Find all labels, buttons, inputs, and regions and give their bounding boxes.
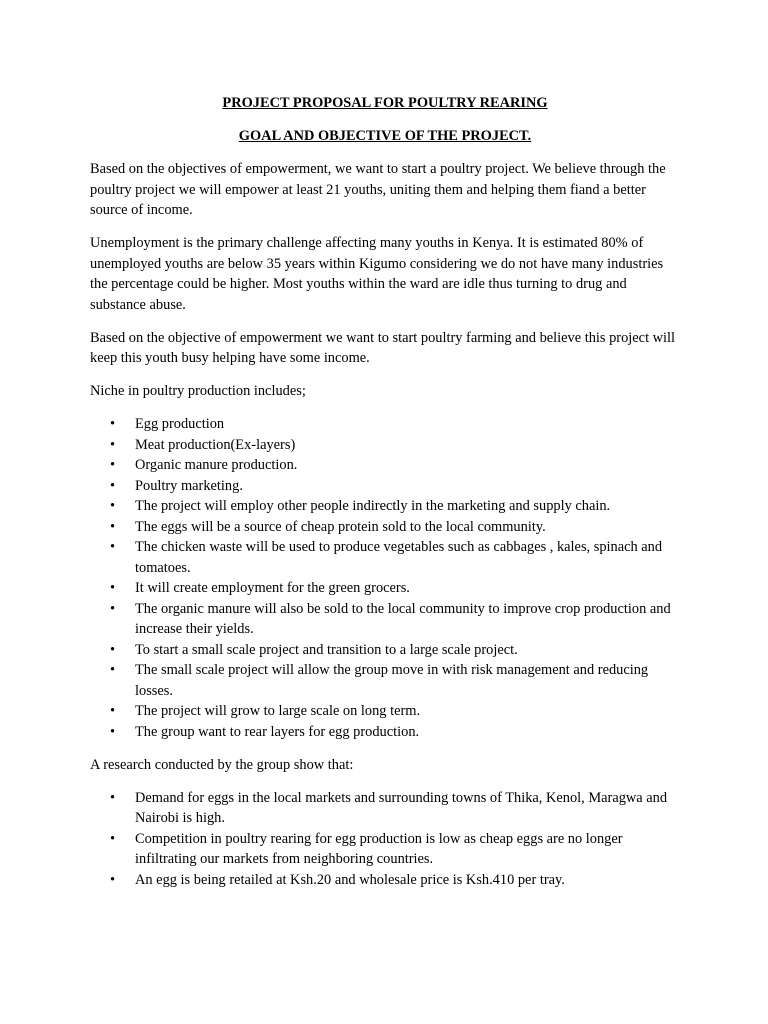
bullet-icon: • — [110, 703, 116, 719]
list-item-text: Meat production(Ex-layers) — [135, 436, 296, 453]
list-item — [90, 701, 680, 722]
list-item-text: An egg is being retailed at Ksh.20 and wholesale price is Ksh.410 per tray. — [135, 871, 565, 888]
bullet-icon: • — [110, 662, 116, 678]
bullet-icon: • — [110, 498, 116, 514]
list-item — [90, 537, 680, 578]
paragraph-unemployment: Unemployment is the primary challenge affecting many youths in Kenya. It is estimated 80% of unemployed youths are below 35 years within Kigumo considering we do not have many industries the percentage could be higher. Most youths within the ward are idle thus turning to drug and substance abuse. — [90, 235, 664, 313]
bullet-icon: • — [110, 477, 116, 494]
list-item-text: The eggs will be a source of cheap protein sold to the local community. — [135, 518, 546, 535]
list-item — [90, 517, 680, 538]
list-item — [90, 640, 680, 661]
list-item-text: Competition in poultry rearing for egg production is low as cheap eggs are no longer infiltrating our markets from neighboring countries. — [135, 830, 623, 867]
list-item — [90, 455, 680, 476]
list-item — [90, 578, 680, 599]
niche-intro: Niche in poultry production includes; — [90, 383, 306, 399]
bullet-icon: • — [110, 789, 116, 806]
niche-bullet-list — [90, 414, 680, 742]
bullet-icon: • — [110, 457, 116, 473]
bullet-icon: • — [110, 580, 116, 596]
list-item-text: The project will grow to large scale on long term. — [135, 703, 421, 719]
list-item — [90, 870, 680, 891]
bullet-icon: • — [110, 539, 116, 555]
bullet-icon: • — [110, 830, 116, 847]
list-item — [90, 829, 680, 870]
list-item-text: The chicken waste will be used to produce vegetables such as cabbages , kales, spinach and tomatoes. — [135, 539, 663, 576]
research-bullet-list — [90, 788, 680, 891]
list-item-text: The small scale project will allow the group move in with risk management and reducing losses. — [135, 662, 649, 699]
list-item — [90, 722, 680, 743]
list-item-text: The organic manure will also be sold to the local community to improve crop production and increase their yields. — [135, 600, 671, 637]
list-item-text: The project will employ other people indirectly in the marketing and supply chain. — [135, 498, 611, 514]
list-item-text: Egg production — [135, 416, 225, 432]
list-item — [90, 660, 680, 701]
list-item-text: It will create employment for the green grocers. — [135, 580, 410, 596]
research-intro: A research conducted by the group show that: — [90, 756, 354, 773]
list-item-text: Demand for eggs in the local markets and surrounding towns of Thika, Kenol, Maragwa and Nairobi is high. — [135, 789, 668, 826]
paragraph-objective: Based on the objective of empowerment we want to start poultry farming and believe this project will keep this youth busy helping have some income. — [90, 329, 676, 366]
bullet-icon: • — [110, 600, 116, 617]
list-item — [90, 496, 680, 517]
section-heading: GOAL AND OBJECTIVE OF THE PROJECT. — [238, 128, 532, 144]
bullet-icon: • — [110, 416, 116, 432]
list-item — [90, 788, 680, 829]
list-item — [90, 599, 680, 640]
bullet-icon: • — [110, 641, 116, 658]
bullet-icon: • — [110, 436, 116, 453]
list-item-text: Poultry marketing. — [135, 477, 243, 494]
list-item-text: The group want to rear layers for egg production. — [135, 723, 420, 740]
document-page — [90, 93, 680, 903]
bullet-icon: • — [110, 871, 116, 888]
list-item — [90, 414, 680, 435]
document-title: PROJECT PROPOSAL FOR POULTRY REARING — [222, 95, 548, 111]
list-item — [90, 476, 680, 497]
bullet-icon: • — [110, 723, 116, 740]
paragraph-empowerment: Based on the objectives of empowerment, we want to start a poultry project. We believe through the poultry project we will empower at least 21 youths, uniting them and helping them fiand a better source of income. — [90, 161, 666, 218]
list-item-text: To start a small scale project and transition to a large scale project. — [135, 641, 518, 658]
list-item — [90, 435, 680, 456]
list-item-text: Organic manure production. — [135, 457, 298, 473]
bullet-icon: • — [110, 518, 116, 535]
